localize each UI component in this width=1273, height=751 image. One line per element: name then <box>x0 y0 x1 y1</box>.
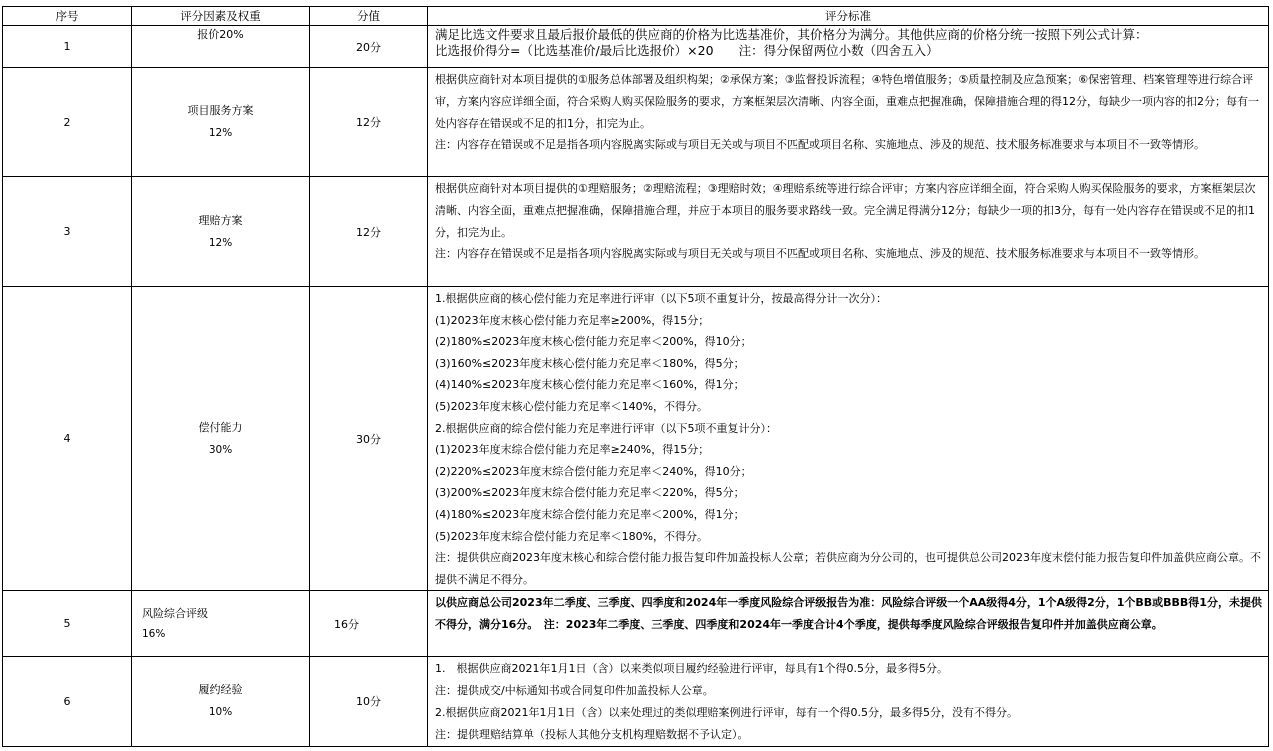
factor-name: 项目服务方案 <box>187 104 254 117</box>
row-score: 10分 <box>310 657 428 746</box>
row-no: 4 <box>3 287 132 591</box>
row-factor <box>132 177 310 287</box>
table-row <box>3 657 1269 746</box>
header-score: 分值 <box>310 7 428 26</box>
criteria-line: (5)2023年度末综合偿付能力充足率＜180%，不得分。 <box>435 529 709 543</box>
criteria-line: 根据供应商针对本项目提供的①理赔服务；②理赔流程；③理赔时效；④理赔系统等进行综合评审；方案内容应详细全面，符合采购人购买保险服务的要求，方案框架层次清晰、内容全面，重难点把握准确，保障措施合理，并应于本项目的服务要求路线一致。完全满足得满分12分；每缺少一项的扣3分，每有一处内容存在错误或不足的扣1分，扣完为止。 <box>435 182 1256 239</box>
criteria-line: 注：提供成交/中标通知书或合同复印件加盖投标人公章。 <box>435 684 714 698</box>
row-no: 2 <box>3 68 132 177</box>
row-no: 3 <box>3 177 132 287</box>
row-criteria <box>428 287 1269 591</box>
row-criteria <box>428 591 1269 657</box>
row-criteria <box>428 177 1269 287</box>
header-factor: 评分因素及权重 <box>132 7 310 26</box>
table-row <box>3 26 1269 68</box>
row-score: 20分 <box>310 26 428 68</box>
factor-weight: 12% <box>208 236 233 249</box>
criteria-line: (4)180%≤2023年度末综合偿付能力充足率＜200%，得1分； <box>435 507 745 521</box>
criteria-line: 比选报价得分=（比选基准价/最后比选报价）×20 注：得分保留两位小数（四舍五入） <box>435 43 939 58</box>
criteria-line: (4)140%≤2023年度末核心偿付能力充足率＜160%，得1分； <box>435 378 745 392</box>
criteria-line: 注：内容存在错误或不足是指各项内容脱离实际或与项目无关或与项目不匹配或项目名称、实施地点、涉及的规范、技术服务标准要求与本项目不一致等情形。 <box>435 138 1205 152</box>
row-factor <box>132 591 310 657</box>
row-score: 12分 <box>310 68 428 177</box>
factor-name: 偿付能力 <box>198 420 243 434</box>
criteria-line: (2)220%≤2023年度末综合偿付能力充足率＜240%，得10分； <box>435 464 752 478</box>
row-factor <box>132 657 310 746</box>
header-no: 序号 <box>3 7 132 26</box>
criteria-line: 1.根据供应商的核心偿付能力充足率进行评审（以下5项不重复计分，按最高得分计一次分）： <box>435 292 887 305</box>
criteria-line: 根据供应商针对本项目提供的①服务总体部署及组织构架；②承保方案；③监督投诉流程；④特色增值服务；⑤质量控制及应急预案；⑥保密管理、档案管理等进行综合评审，方案内容应详细全面，符合采购人购买保险服务的要求，方案框架层次清晰、内容全面，重难点把握准确，保障措施合理的得12分，每缺少一项内容的扣2分；每有一处内容存在错误或不足的扣1分，扣完为止。 <box>435 73 1259 130</box>
criteria-line: 1. 根据供应商2021年1月1日（含）以来类似项目履约经验进行评审，每具有1个得0.5分，最多得5分。 <box>435 662 948 676</box>
factor-name: 报价20% <box>197 28 244 41</box>
factor-weight: 12% <box>208 127 233 139</box>
criteria-line: 注：提供理赔结算单（投标人其他分支机构理赔数据不予认定）。 <box>435 727 749 741</box>
criteria-line: (3)160%≤2023年度末核心偿付能力充足率＜180%，得5分； <box>435 356 745 370</box>
criteria-line: 以供应商总公司2023年二季度、三季度、四季度和2024年一季度风险综合评级报告为准：风险综合评级一个AA级得4分，1个A级得2分，1个BB或BBB得1分，未提供不得分，满分16分。 注：2023年二季度、三季度、四季度和2024年一季度合计4个季度，提供每季度风险综合评级报告复印件并加盖供应商公章。 <box>435 596 1262 632</box>
criteria-line: (1)2023年度末核心偿付能力充足率≥200%，得15分； <box>435 313 710 327</box>
criteria-line: 注：内容存在错误或不足是指各项内容脱离实际或与项目无关或与项目不匹配或项目名称、实施地点、涉及的规范、技术服务标准要求与本项目不一致等情形。 <box>435 247 1205 261</box>
criteria-line: (5)2023年度末核心偿付能力充足率＜140%，不得分。 <box>435 399 709 413</box>
row-factor <box>132 287 310 591</box>
criteria-line: 2.根据供应商2021年1月1日（含）以来处理过的类似理赔案例进行评审，每有一个得0.5分，最多得5分，没有不得分。 <box>435 705 1018 719</box>
row-factor <box>132 26 310 68</box>
factor-name: 理赔方案 <box>198 213 243 227</box>
row-no: 1 <box>3 26 132 68</box>
table-row <box>3 287 1269 591</box>
criteria-line: (3)200%≤2023年度末综合偿付能力充足率＜220%，得5分； <box>435 486 745 500</box>
row-score: 30分 <box>310 287 428 591</box>
row-criteria <box>428 26 1269 68</box>
row-factor <box>132 68 310 177</box>
table-row <box>3 177 1269 287</box>
row-score: 12分 <box>310 177 428 287</box>
row-criteria <box>428 68 1269 177</box>
row-criteria <box>428 657 1269 746</box>
factor-weight: 10% <box>208 706 233 719</box>
table-row <box>3 68 1269 177</box>
header-criteria: 评分标准 <box>428 7 1269 26</box>
row-no: 6 <box>3 657 132 746</box>
criteria-line: 满足比选文件要求且最后报价最低的供应商的价格为比选基准价，其价格分为满分。其他供应商的价格分统一按照下列公式计算： <box>435 27 1148 42</box>
row-score: 16分 <box>310 591 428 657</box>
factor-weight: 16% <box>142 627 166 640</box>
row-no: 5 <box>3 591 132 657</box>
scoring-table <box>2 6 1269 747</box>
table-row <box>3 591 1269 657</box>
factor-name: 履约经验 <box>198 683 243 697</box>
criteria-line: (2)180%≤2023年度末核心偿付能力充足率＜200%，得10分； <box>435 335 752 349</box>
table-header-row <box>3 7 1269 26</box>
criteria-line: (1)2023年度末综合偿付能力充足率≥240%，得15分； <box>435 443 710 457</box>
criteria-line: 注：提供供应商2023年度末核心和综合偿付能力报告复印件加盖投标人公章；若供应商为分公司的，也可提供总公司2023年度末偿付能力报告复印件加盖供应商公章。不提供不满足不得分。 <box>435 551 1261 586</box>
factor-weight: 30% <box>208 443 233 456</box>
factor-name: 风险综合评级 <box>142 606 208 620</box>
criteria-line: 2.根据供应商的综合偿付能力充足率进行评审（以下5项不重复计分）： <box>435 421 777 435</box>
